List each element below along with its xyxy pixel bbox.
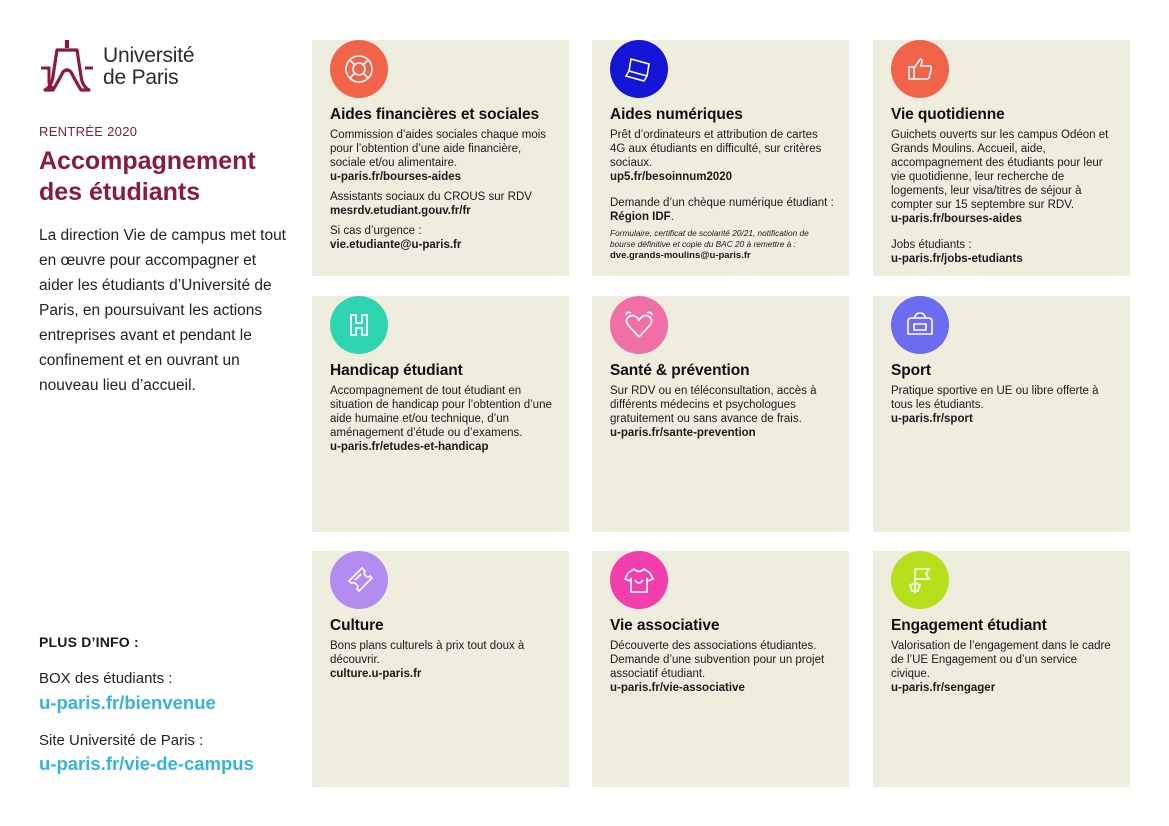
card-title: Handicap étudiant bbox=[330, 362, 463, 379]
card-link[interactable]: up5.fr/besoinnum2020 bbox=[610, 171, 733, 183]
card-link[interactable]: u-paris.fr/sengager bbox=[891, 682, 996, 694]
eiffel-tower-logo-icon bbox=[39, 38, 95, 92]
card-text: Prêt d’ordinateurs et attribution de cartes 4G aux étudiants en difficulté, sur critères sociaux. bbox=[610, 129, 822, 169]
card-title: Santé & prévention bbox=[610, 362, 750, 379]
card-title: Engagement étudiant bbox=[891, 617, 1047, 634]
flag-hand-icon bbox=[891, 551, 949, 609]
university-logo bbox=[39, 38, 229, 92]
card-link[interactable]: mesrdv.etudiant.gouv.fr/fr bbox=[330, 205, 471, 217]
card-title: Vie associative bbox=[610, 617, 720, 634]
card-text: Guichets ouverts sur les campus Odéon et Grands Moulins. Accueil, aide, accompagnement des étudiants pour leur vie quotidienne, leur recherche de logements, leur visa/titres de séjour à compter sur 15 septembre sur RDV. bbox=[891, 129, 1109, 211]
more-info-heading: PLUS D’INFO : bbox=[39, 634, 139, 650]
card-link[interactable]: dve.grands-moulins@u-paris.fr bbox=[610, 250, 751, 261]
card-title: Sport bbox=[891, 362, 931, 379]
card-text: Pratique sportive en UE ou libre offerte à tous les étudiants. bbox=[891, 385, 1099, 411]
card-text: Découverte des associations étudiantes. Demande d’une subvention pour un projet associatif étudiant. bbox=[610, 640, 825, 680]
card-financial-aid bbox=[312, 40, 569, 276]
card-link[interactable]: vie.etudiante@u-paris.fr bbox=[330, 239, 462, 251]
laptop-icon bbox=[610, 40, 668, 98]
lifebuoy-icon bbox=[330, 40, 388, 98]
heart-icon bbox=[610, 296, 668, 354]
card-handicap bbox=[312, 296, 569, 532]
title-line-2: des étudiants bbox=[39, 178, 201, 206]
card-digital-aid bbox=[592, 40, 849, 276]
card-association bbox=[592, 551, 849, 787]
card-title: Vie quotidienne bbox=[891, 106, 1005, 123]
card-link[interactable]: u-paris.fr/sante-prevention bbox=[610, 427, 756, 439]
card-text: Jobs étudiants : bbox=[891, 239, 972, 251]
card-link[interactable]: u-paris.fr/bourses-aides bbox=[330, 171, 462, 183]
t-shirt-icon bbox=[610, 551, 668, 609]
card-text: Valorisation de l’engagement dans le cadre de l’UE Engagement ou d’un service civique. bbox=[891, 640, 1111, 680]
card-health bbox=[592, 296, 849, 532]
ticket-icon bbox=[330, 551, 388, 609]
card-title: Culture bbox=[330, 617, 384, 634]
card-note: Formulaire, certificat de scolarité 20/21, notification de bourse définitive et copie du BAC 20 à remettre à : dve.grands-moulins@u-paris.fr bbox=[610, 228, 809, 261]
card-link[interactable]: culture.u-paris.fr bbox=[330, 668, 422, 680]
card-link[interactable]: u-paris.fr/bourses-aides bbox=[891, 213, 1023, 225]
card-culture bbox=[312, 551, 569, 787]
logo-line-1: Université bbox=[103, 44, 195, 67]
card-text: Accompagnement de tout étudiant en situation de handicap pour l’obtention d’une aide humaine et/ou technique, d’un aménagement d’étude ou d’examens. bbox=[330, 385, 552, 439]
intro-paragraph: La direction Vie de campus met tout en œuvre pour accompagner et aider les étudiants d’Université de Paris, en poursuivant les actions entreprises avant et pendant le confinement et en ouvrant un nouveau lieu d’accueil. bbox=[39, 227, 286, 394]
card-text: Sur RDV ou en téléconsultation, accès à différents médecins et psychologues gratuitement ou sans avance de frais. bbox=[610, 385, 817, 425]
card-text: Assistants sociaux du CROUS sur RDV bbox=[330, 191, 532, 203]
card-sport bbox=[873, 296, 1130, 532]
card-link[interactable]: u-paris.fr/jobs-etudiants bbox=[891, 253, 1023, 265]
site-label: Site Université de Paris : bbox=[39, 732, 204, 749]
card-engagement bbox=[873, 551, 1130, 787]
card-title: Aides numériques bbox=[610, 106, 743, 123]
box-label: BOX des étudiants : bbox=[39, 670, 173, 687]
card-text: Si cas d’urgence : bbox=[330, 225, 422, 237]
sports-bag-icon bbox=[891, 296, 949, 354]
site-link[interactable]: u-paris.fr/vie-de-campus bbox=[39, 753, 254, 774]
logo-line-2: de Paris bbox=[103, 66, 179, 89]
card-link[interactable]: u-paris.fr/vie-associative bbox=[610, 682, 745, 694]
card-title: Aides financières et sociales bbox=[330, 106, 540, 123]
card-daily-life bbox=[873, 40, 1130, 276]
box-link[interactable]: u-paris.fr/bienvenue bbox=[39, 692, 216, 713]
year-label: RENTRÉE 2020 bbox=[39, 124, 138, 139]
card-text: Commission d’aides sociales chaque mois pour l’obtention d’une aide financière, sociale et/ou alimentaire. bbox=[330, 129, 547, 169]
title-line-1: Accompagnement bbox=[39, 147, 256, 175]
card-text: Bons plans culturels à prix tout doux à découvrir. bbox=[330, 640, 525, 666]
card-link[interactable]: u-paris.fr/sport bbox=[891, 413, 973, 425]
thumbs-up-icon bbox=[891, 40, 949, 98]
h-letter-icon bbox=[330, 296, 388, 354]
card-link[interactable]: u-paris.fr/etudes-et-handicap bbox=[330, 441, 489, 453]
page-title bbox=[39, 146, 299, 208]
card-text: Demande d’un chèque numérique étudiant : Région IDF. bbox=[610, 197, 834, 223]
